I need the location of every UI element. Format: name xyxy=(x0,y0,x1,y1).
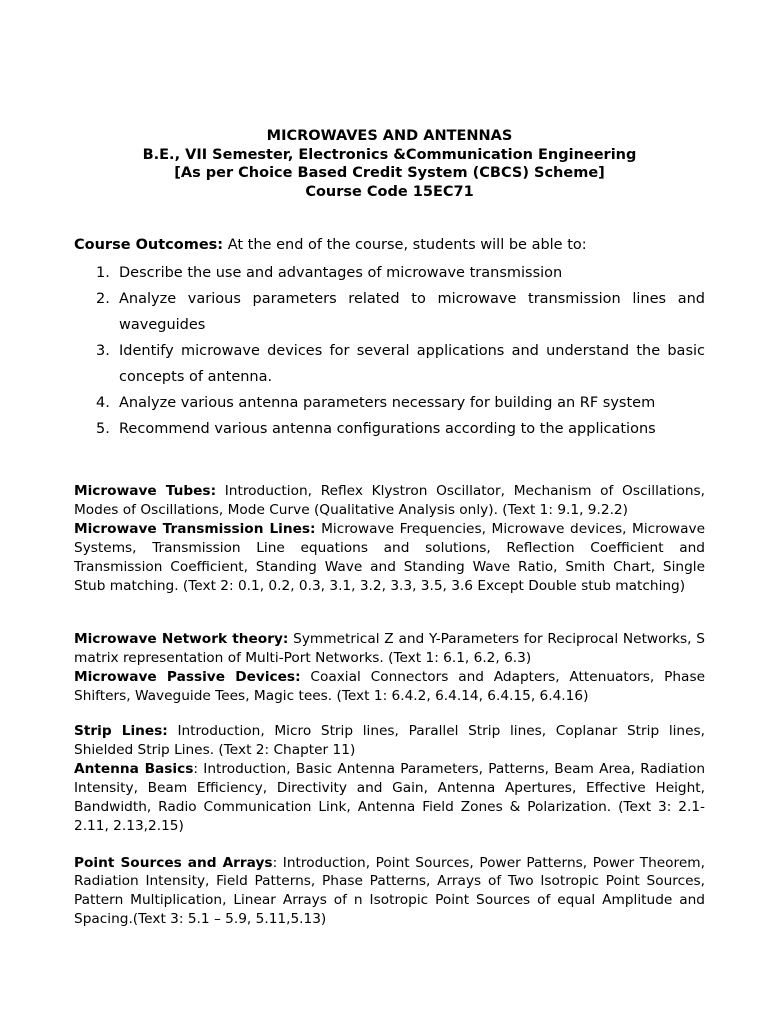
course-title: MICROWAVES AND ANTENNAS xyxy=(266,128,513,144)
document-page xyxy=(74,127,705,929)
unit-group xyxy=(74,722,705,835)
unit-text: Coaxial Connectors and Adapters, Attenuators, Phase Shifters, Waveguide Tees, Magic tees. (Text 1: 6.4.2, 6.4.14, 6.4.15, 6.4.16) xyxy=(74,669,705,705)
unit-title: Point Sources and Arrays xyxy=(74,854,273,871)
unit-title: Microwave Transmission Lines: xyxy=(74,520,316,537)
outcome-item xyxy=(96,286,705,338)
outcomes-intro xyxy=(74,236,705,254)
course-outcomes xyxy=(74,236,705,442)
syllabus-header xyxy=(74,127,705,201)
unit-paragraph xyxy=(74,722,705,760)
outcome-item xyxy=(96,416,705,442)
outcome-text: Describe the use and advantages of microwave transmission xyxy=(119,265,563,281)
syllabus-units xyxy=(74,482,705,929)
unit-text: Microwave Frequencies, Microwave devices, Microwave Systems, Transmission Line equations and solutions, Reflection Coefficient and Transmission Coefficient, Standing Wave and Standing Wave Ratio, Smith Chart, Single Stub matching. (Text 2: 0.1, 0.2, 0.3, 3.1, 3.2, 3.3, 3.5, 3.6 Except Double stub matching) xyxy=(74,520,705,594)
unit-paragraph xyxy=(74,630,705,668)
outcome-number: 4. xyxy=(96,395,110,411)
course-code: Course Code 15EC71 xyxy=(305,183,474,200)
outcomes-intro-text: At the end of the course, students will be able to: xyxy=(223,237,587,253)
outcome-number: 2. xyxy=(96,291,110,307)
unit-text: : Introduction, Basic Antenna Parameters, Patterns, Beam Area, Radiation Intensity, Beam Efficiency, Directivity and Gain, Antenna Apertures, Effective Height, Bandwidth, Radio Communication Link, Antenna Field Zones & Polarization. (Text 3: 2.1-2.11, 2.13,2.15) xyxy=(74,760,705,834)
outcome-text: Analyze various antenna parameters necessary for building an RF system xyxy=(119,395,656,411)
unit-text: : Introduction, Point Sources, Power Patterns, Power Theorem, Radiation Intensity, Field Patterns, Phase Patterns, Arrays of Two Isotropic Point Sources, Pattern Multiplication, Linear Arrays of n Isotropic Point Sources of equal Amplitude and Spacing.(Text 3: 5.1 – 5.9, 5.11,5.13) xyxy=(74,854,705,928)
outcome-number: 5. xyxy=(96,421,110,437)
unit-text: Introduction, Reflex Klystron Oscillator, Mechanism of Oscillations, Modes of Oscillations, Mode Curve (Qualitative Analysis only). (Text 1: 9.1, 9.2.2) xyxy=(74,483,705,518)
outcome-number: 3. xyxy=(96,343,110,359)
outcome-item xyxy=(96,260,705,286)
unit-group xyxy=(74,630,705,706)
semester-line: B.E., VII Semester, Electronics &Communication Engineering xyxy=(142,146,637,163)
unit-title: Microwave Passive Devices: xyxy=(74,669,301,686)
unit-paragraph xyxy=(74,520,705,596)
unit-text: Symmetrical Z and Y-Parameters for Reciprocal Networks, S matrix representation of Multi-Port Networks. (Text 1: 6.1, 6.2, 6.3) xyxy=(74,631,706,667)
unit-group xyxy=(74,854,705,930)
outcome-item xyxy=(96,390,705,416)
outcomes-list xyxy=(74,260,705,442)
outcome-text: Identify microwave devices for several applications and understand the basic concepts of antenna. xyxy=(119,343,705,385)
outcomes-label: Course Outcomes: xyxy=(74,237,224,253)
unit-group xyxy=(74,482,705,595)
outcome-number: 1. xyxy=(96,265,110,281)
unit-title: Antenna Basics xyxy=(74,760,194,777)
unit-title: Strip Lines: xyxy=(74,723,168,740)
unit-paragraph xyxy=(74,668,705,706)
unit-paragraph xyxy=(74,760,705,836)
unit-title: Microwave Tubes: xyxy=(74,483,217,499)
scheme-line: [As per Choice Based Credit System (CBCS) Scheme] xyxy=(174,165,605,181)
unit-title: Microwave Network theory: xyxy=(74,631,289,648)
outcome-text: Recommend various antenna configurations according to the applications xyxy=(119,421,656,437)
unit-paragraph xyxy=(74,854,705,930)
outcome-text: Analyze various parameters related to microwave transmission lines and waveguides xyxy=(119,291,705,333)
outcome-item xyxy=(96,338,705,390)
unit-paragraph xyxy=(74,482,705,520)
unit-text: Introduction, Micro Strip lines, Parallel Strip lines, Coplanar Strip lines, Shielded Strip Lines. (Text 2: Chapter 11) xyxy=(74,723,706,758)
